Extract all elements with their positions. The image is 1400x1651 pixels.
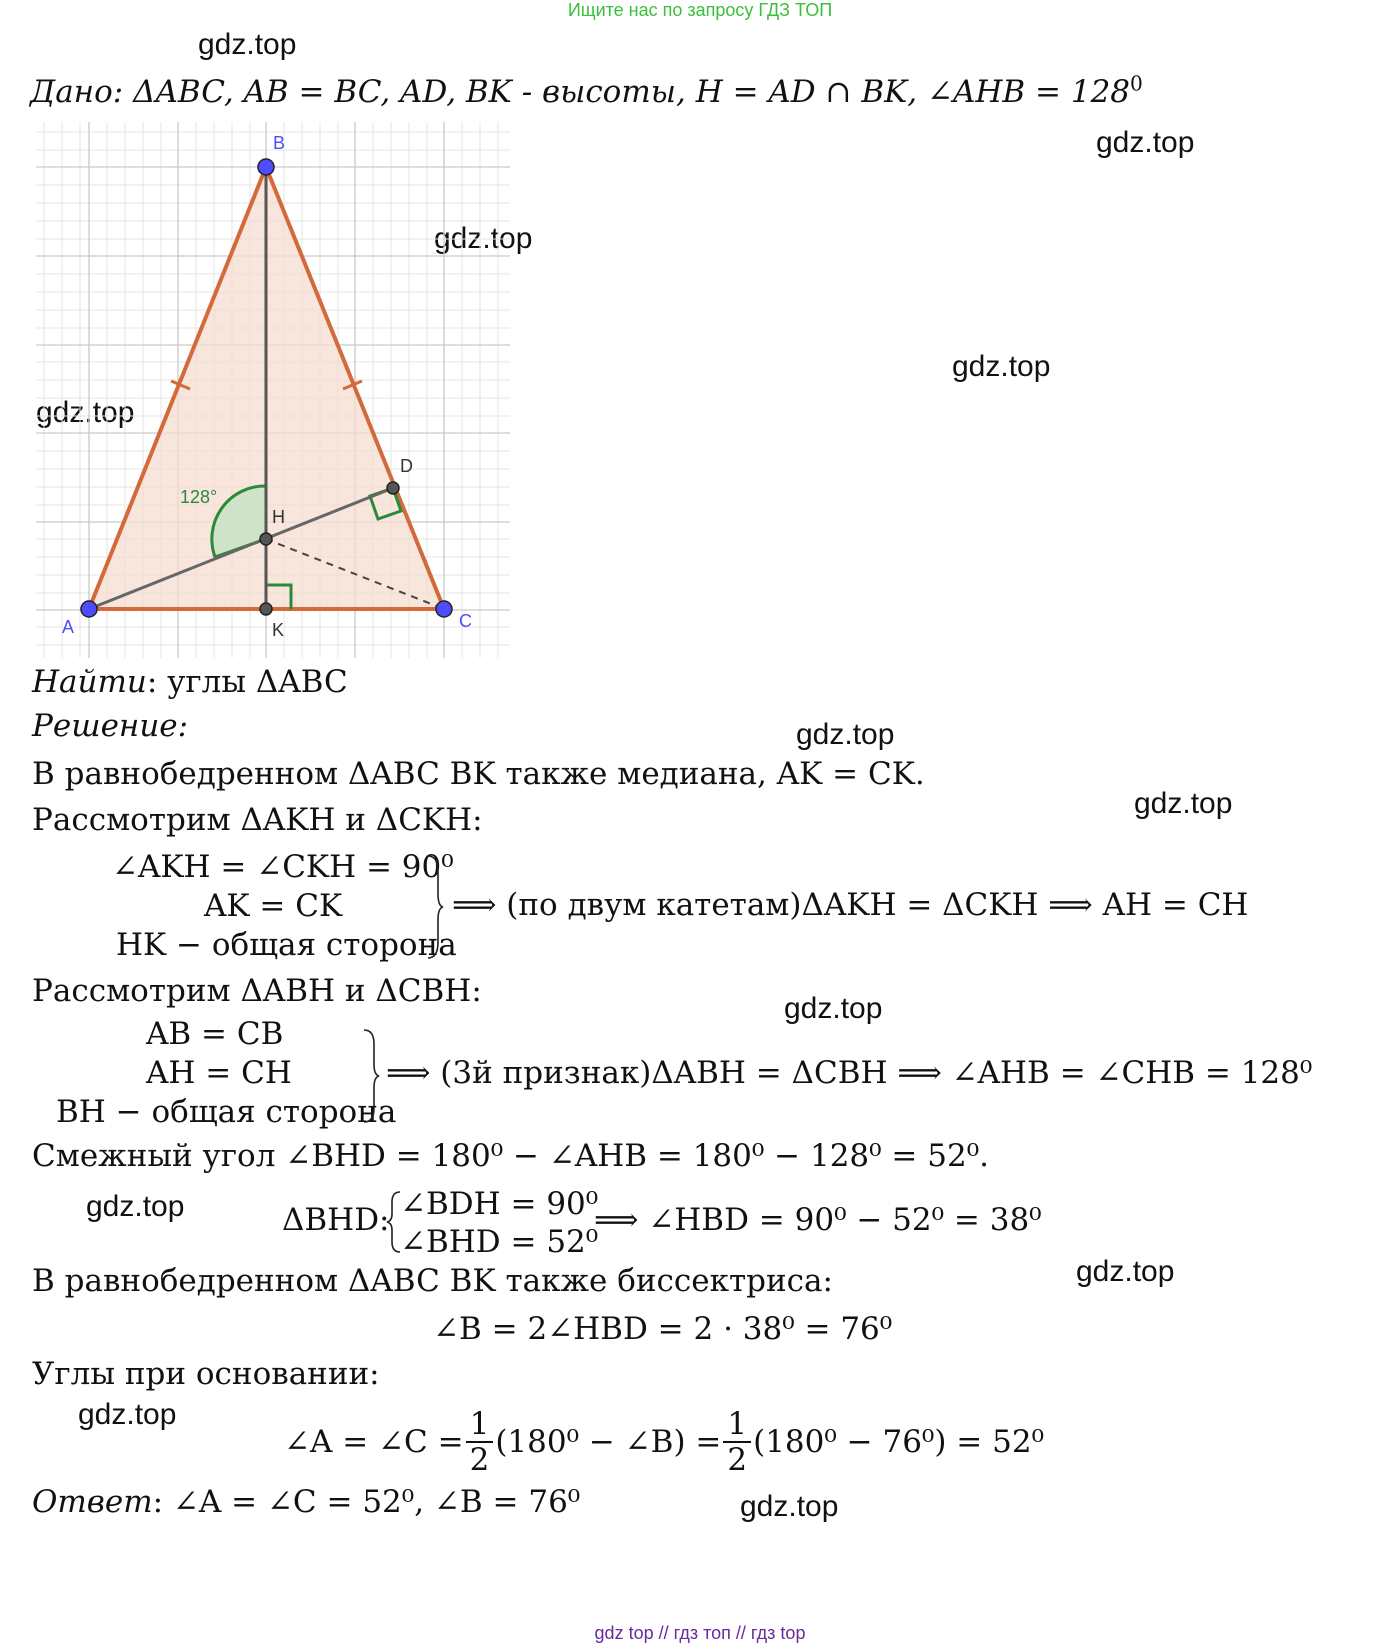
watermark: gdz.top [36,396,135,429]
watermark: gdz.top [434,222,533,255]
formula-middle: (180⁰ − ∠B) = [495,1424,722,1460]
line-3: Рассмотрим ΔABH и ΔCBH: [32,973,482,1009]
watermark: gdz.top [86,1190,185,1223]
find-line [32,664,348,700]
system1-row-1: ∠AKH = ∠CKH = 90⁰ [112,849,454,885]
point-b [258,159,274,175]
watermark: gdz.top [952,350,1051,383]
solution-label: Решение: [32,708,189,744]
fraction-1-den: 2 [469,1442,490,1478]
point-d [387,482,399,494]
answer-text: : ∠A = ∠C = 52⁰, ∠B = 76⁰ [152,1484,581,1520]
label-b: B [273,133,286,153]
footer-links[interactable]: gdz top // гдз топ // гдз top [594,1623,806,1643]
system1-row-2: AK = CK [204,888,343,924]
watermark: gdz.top [796,718,895,751]
point-c [436,601,452,617]
label-d: D [400,456,413,476]
fraction-1 [466,1407,494,1477]
fraction-2-num: 1 [723,1407,751,1443]
line-6: ∠B = 2∠HBD = 2 · 38⁰ = 76⁰ [433,1311,893,1347]
label-c: C [459,611,472,631]
point-h [260,533,272,545]
formula-prefix: ∠A = ∠C = [284,1424,464,1460]
line-7: Углы при основании: [32,1356,380,1392]
line-1: В равнобедренном ΔABC BK также медиана, AK = CK. [32,756,925,792]
watermark: gdz.top [78,1398,177,1431]
angle-label: 128° [180,487,218,507]
line-2: Рассмотрим ΔAKH и ΔCKH: [32,802,483,838]
point-a [81,601,97,617]
system2-result: ⟹ (3й признак)ΔABH = ΔCBH ⟹ ∠AHB = ∠CHB = 128⁰ [386,1055,1313,1091]
system3-row-2: ∠BHD = 52⁰ [400,1224,599,1260]
watermark: gdz.top [740,1490,839,1523]
given-label: Дано [30,74,113,110]
point-k [260,603,272,615]
given-degree: 0 [1130,71,1143,96]
label-k: K [272,620,285,640]
watermark: gdz.top [1076,1255,1175,1288]
label-h: H [272,507,285,527]
system3-prefix: ΔBHD: [282,1202,390,1238]
system2-row-3: BH − общая сторона [56,1094,397,1130]
base-angle-formula [284,1402,1044,1482]
line-4: Смежный угол ∠BHD = 180⁰ − ∠AHB = 180⁰ − 128⁰ = 52⁰. [32,1138,989,1174]
watermark: gdz.top [1134,787,1233,820]
system1-row-3: HK − общая сторона [116,927,457,963]
given-text: : ΔABC, AB = BC, AD, BK - высоты, H = AD ∩ BK, ∠AHB = 128 [112,74,1131,110]
line-5: В равнобедренном ΔABC BK также биссектриса: [32,1263,833,1299]
fraction-1-num: 1 [466,1407,494,1443]
given-line [30,71,1143,110]
answer-label: Ответ [32,1484,153,1520]
watermark: gdz.top [784,992,883,1025]
right-brace-1 [424,852,444,962]
watermark: gdz.top [1096,126,1195,159]
label-a: A [62,617,75,637]
system2-row-1: AB = CB [146,1016,284,1052]
fraction-2 [723,1407,751,1477]
system3-row-1: ∠BDH = 90⁰ [400,1186,599,1222]
system2-row-2: AH = CH [146,1055,292,1091]
system1-result: ⟹ (по двум катетам)ΔAKH = ΔCKH ⟹ AH = CH [452,887,1249,923]
triangle-figure [30,118,516,663]
answer-line [32,1484,580,1520]
fraction-2-den: 2 [727,1442,748,1478]
right-brace-2 [360,1026,382,1126]
formula-end: (180⁰ − 76⁰) = 52⁰ [753,1424,1045,1460]
system3-result: ⟹ ∠HBD = 90⁰ − 52⁰ = 38⁰ [594,1202,1042,1238]
find-text: : углы ΔABC [146,664,348,700]
top-banner: Ищите нас по запросу ГДЗ ТОП [567,0,833,20]
watermark: gdz.top [198,28,297,61]
find-label: Найти [32,664,147,700]
